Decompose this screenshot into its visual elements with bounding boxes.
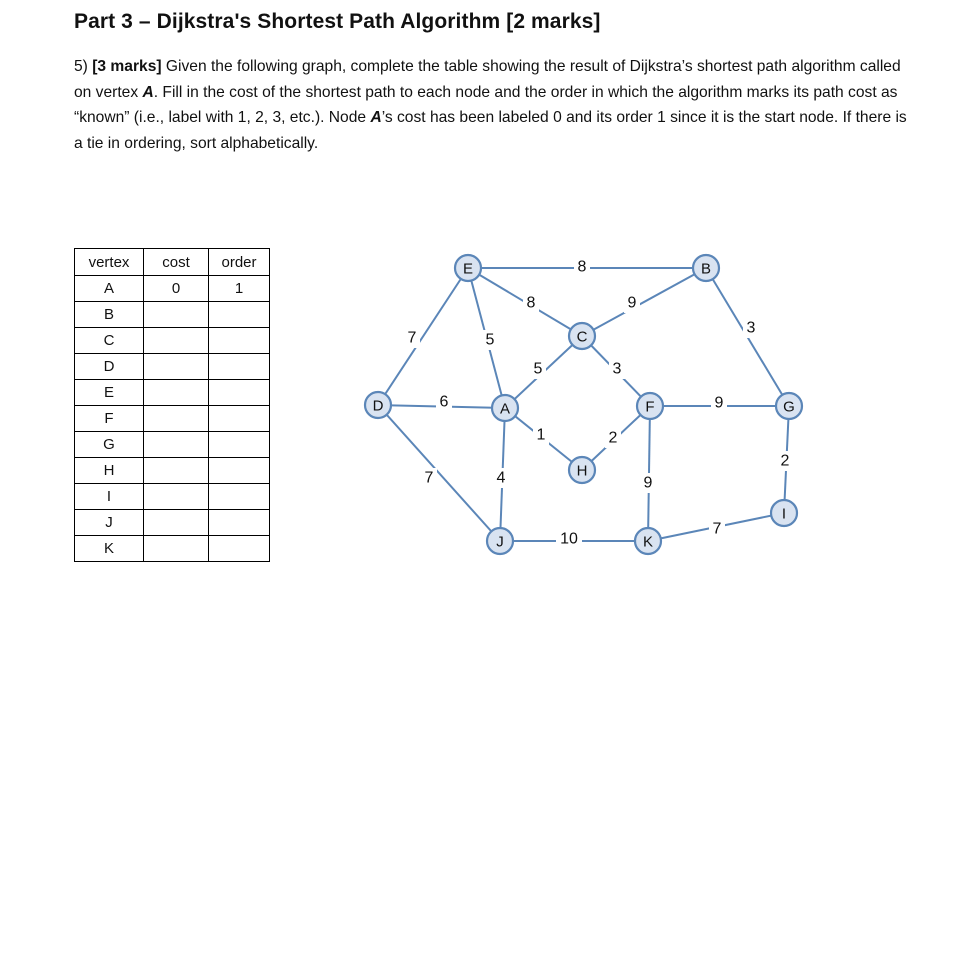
order-cell[interactable] <box>209 510 270 536</box>
table-row <box>75 484 270 510</box>
order-cell[interactable] <box>209 536 270 562</box>
cost-cell[interactable] <box>144 536 209 562</box>
order-cell[interactable] <box>209 302 270 328</box>
edge-e-d <box>378 268 468 405</box>
vertex-cell[interactable]: F <box>75 406 144 432</box>
edge-weight-e-d: 7 <box>407 329 417 347</box>
dijkstra-result-table <box>74 248 270 562</box>
graph-diagram <box>355 245 815 565</box>
node-e <box>455 255 481 281</box>
vertex-cell[interactable]: I <box>75 484 144 510</box>
edge-weight-f-g: 9 <box>714 394 724 412</box>
edge-weight-e-b: 8 <box>577 258 587 276</box>
vertex-cell[interactable]: A <box>75 276 144 302</box>
header-vertex: vertex <box>75 249 144 276</box>
node-d <box>365 392 391 418</box>
vertex-cell[interactable]: E <box>75 380 144 406</box>
edge-c-b <box>582 268 706 336</box>
order-cell[interactable] <box>209 380 270 406</box>
vertex-cell[interactable]: D <box>75 354 144 380</box>
question-number: 5) <box>74 58 88 75</box>
order-cell[interactable] <box>209 484 270 510</box>
vertex-cell[interactable]: J <box>75 510 144 536</box>
cost-cell[interactable]: 0 <box>144 276 209 302</box>
question-text-part3: ’s cost has been labeled 0 and its order 1 since it is the start node. If there is a tie in ordering, sort alphabetically. <box>74 109 907 152</box>
node-b <box>693 255 719 281</box>
edge-weight-k-i: 7 <box>712 520 722 538</box>
node-label: D <box>372 397 384 415</box>
edge-weight-d-j: 7 <box>424 469 434 487</box>
node-j <box>487 528 513 554</box>
edge-weight-d-a: 6 <box>439 393 449 411</box>
node-label: I <box>781 505 787 523</box>
edge-weight-h-f: 2 <box>608 429 618 447</box>
cost-cell[interactable] <box>144 510 209 536</box>
node-label: K <box>642 533 654 551</box>
table-row <box>75 432 270 458</box>
edge-weight-e-c: 8 <box>526 294 536 312</box>
order-cell[interactable] <box>209 328 270 354</box>
edge-d-j <box>378 405 500 541</box>
cost-cell[interactable] <box>144 484 209 510</box>
table-row <box>75 406 270 432</box>
question-text <box>74 54 914 156</box>
order-cell[interactable] <box>209 458 270 484</box>
order-cell[interactable]: 1 <box>209 276 270 302</box>
question-text-part1: Given the following graph, complete the table showing the result of Dijkstra’s shortest path algorithm called on vertex <box>74 58 901 101</box>
node-c <box>569 323 595 349</box>
vertex-cell[interactable]: K <box>75 536 144 562</box>
vertex-cell[interactable]: G <box>75 432 144 458</box>
cost-cell[interactable] <box>144 354 209 380</box>
order-cell[interactable] <box>209 354 270 380</box>
node-label: A <box>499 400 511 418</box>
node-reference: A <box>370 109 382 126</box>
node-k <box>635 528 661 554</box>
edge-weight-c-f: 3 <box>612 360 622 378</box>
vertex-cell[interactable]: H <box>75 458 144 484</box>
edge-weight-c-b: 9 <box>627 294 637 312</box>
node-g <box>776 393 802 419</box>
order-cell[interactable] <box>209 406 270 432</box>
node-label: J <box>496 533 504 551</box>
start-vertex: A <box>142 83 154 101</box>
node-label: C <box>576 328 588 346</box>
question-marks: [3 marks] <box>92 58 162 75</box>
node-h <box>569 457 595 483</box>
table-row <box>75 380 270 406</box>
edge-weight-j-k: 10 <box>560 530 578 548</box>
node-label: H <box>576 462 588 480</box>
table-row <box>75 354 270 380</box>
vertex-cell[interactable]: B <box>75 302 144 328</box>
edge-weight-e-a: 5 <box>485 331 495 349</box>
question-text-part2: . Fill in the cost of the shortest path to each node and the order in which the algorithm marks its path cost as “known” (i.e., label with 1, 2, 3, etc.). Node <box>74 83 898 126</box>
page-title: Part 3 – Dijkstra's Shortest Path Algorithm [2 marks] <box>74 10 601 33</box>
edge-weight-g-i: 2 <box>780 452 790 470</box>
node-f <box>637 393 663 419</box>
table-row <box>75 302 270 328</box>
header-order: order <box>209 249 270 276</box>
table-row <box>75 276 270 302</box>
node-i <box>771 500 797 526</box>
header-cost: cost <box>144 249 209 276</box>
edge-weight-a-j: 4 <box>496 469 506 487</box>
order-cell[interactable] <box>209 432 270 458</box>
table-header-row <box>75 249 270 276</box>
cost-cell[interactable] <box>144 406 209 432</box>
table-row <box>75 458 270 484</box>
table-row <box>75 536 270 562</box>
cost-cell[interactable] <box>144 328 209 354</box>
edge-weight-f-k: 9 <box>643 474 653 492</box>
node-label: F <box>645 398 655 416</box>
node-a <box>492 395 518 421</box>
node-label: G <box>783 398 795 416</box>
edge-weight-a-h: 1 <box>536 426 546 444</box>
vertex-cell[interactable]: C <box>75 328 144 354</box>
cost-cell[interactable] <box>144 432 209 458</box>
node-label: E <box>462 260 474 278</box>
cost-cell[interactable] <box>144 380 209 406</box>
cost-cell[interactable] <box>144 458 209 484</box>
node-label: B <box>700 260 712 278</box>
edge-weight-b-g: 3 <box>746 319 756 337</box>
table-row <box>75 510 270 536</box>
table-row <box>75 328 270 354</box>
edge-weight-a-c: 5 <box>533 360 543 378</box>
cost-cell[interactable] <box>144 302 209 328</box>
